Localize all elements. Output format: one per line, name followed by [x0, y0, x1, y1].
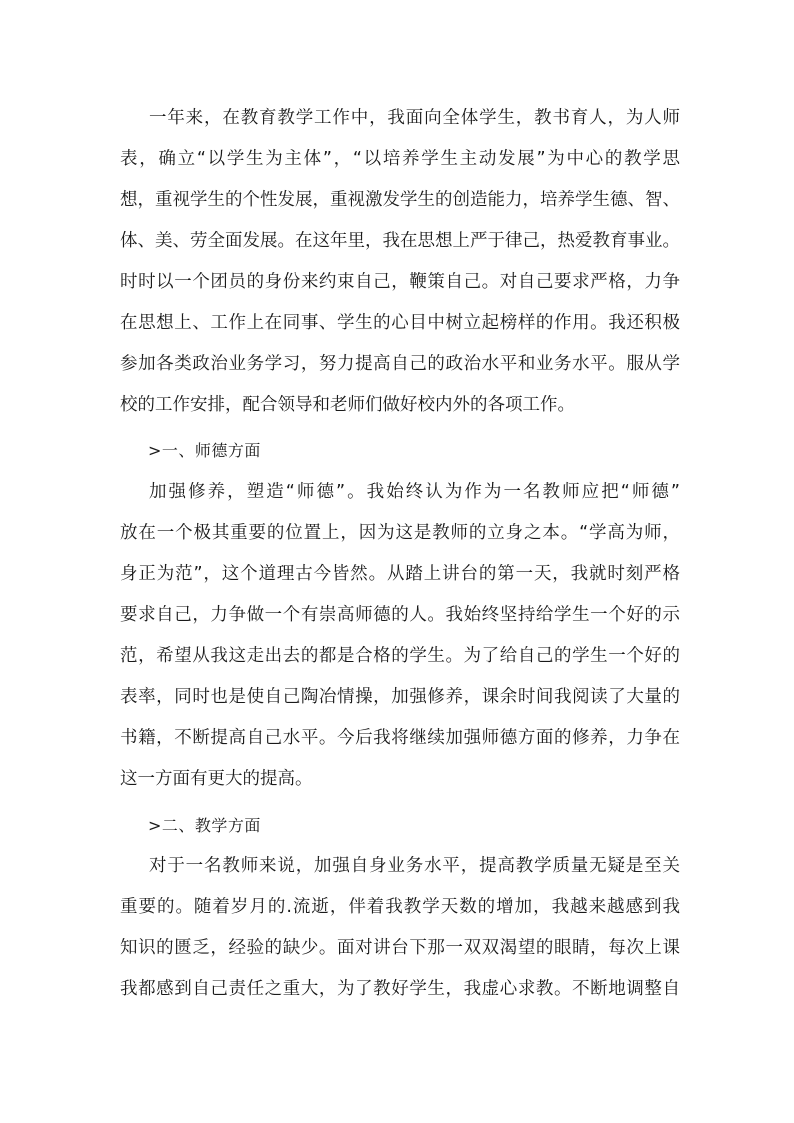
text-line: 我都感到自己责任之重大，为了教好学生，我虚心求教。不断地调整自 — [120, 979, 680, 999]
section-heading: >一、师德方面 — [148, 441, 261, 460]
text-line: 一年来，在教育教学工作中，我面向全体学生，教书育人，为人师 — [149, 108, 680, 128]
section-heading-teaching — [120, 805, 680, 846]
text-line: 放在一个极其重要的位置上，因为这是教师的立身之本。“学高为师， — [120, 523, 680, 543]
section-heading: >二、教学方面 — [148, 816, 261, 835]
text-line: 知识的匮乏，经验的缺少。面对讲台下那一双双渴望的眼睛，每次上课 — [120, 938, 680, 958]
text-line: 参加各类政治业务学习，努力提高自己的政治水平和业务水平。服从学 — [120, 354, 680, 374]
text-line: 表率，同时也是使自己陶冶情操，加强修养，课余时间我阅读了大量的 — [120, 687, 680, 707]
text-line: 时时以一个团员的身份来约束自己，鞭策自己。对自己要求严格，力争 — [120, 272, 680, 292]
text-line: 体、美、劳全面发展。在这年里，我在思想上严于律己，热爱教育事业。 — [120, 231, 680, 251]
text-line: 加强修养，塑造“师德”。我始终认为作为一名教师应把“师德” — [149, 482, 680, 502]
text-line: 重要的。随着岁月的.流逝，伴着我教学天数的增加，我越来越感到我 — [120, 897, 680, 917]
text-line: 书籍，不断提高自己水平。今后我将继续加强师德方面的修养，力争在 — [120, 728, 680, 748]
text-line: 想，重视学生的个性发展，重视激发学生的创造能力，培养学生德、智、 — [120, 190, 680, 210]
text-line: 在思想上、工作上在同事、学生的心目中树立起榜样的作用。我还积极 — [120, 313, 680, 333]
section-heading-ethics — [120, 430, 680, 471]
ethics-paragraph — [120, 472, 680, 800]
text-line: 表，确立“以学生为主体”，“以培养学生主动发展”为中心的教学思 — [120, 149, 680, 169]
text-line: 范，希望从我这走出去的都是合格的学生。为了给自己的学生一个好的 — [120, 646, 680, 666]
teaching-paragraph — [120, 846, 680, 1010]
intro-paragraph — [120, 98, 680, 426]
text-line: 对于一名教师来说，加强自身业务水平，提高教学质量无疑是至关 — [149, 856, 680, 876]
text-line: 校的工作安排，配合领导和老师们做好校内外的各项工作。 — [120, 395, 575, 415]
text-line: 要求自己，力争做一个有崇高师德的人。我始终坚持给学生一个好的示 — [120, 605, 680, 625]
text-line: 这一方面有更大的提高。 — [120, 769, 313, 789]
text-line: 身正为范”，这个道理古今皆然。从踏上讲台的第一天，我就时刻严格 — [120, 564, 680, 584]
